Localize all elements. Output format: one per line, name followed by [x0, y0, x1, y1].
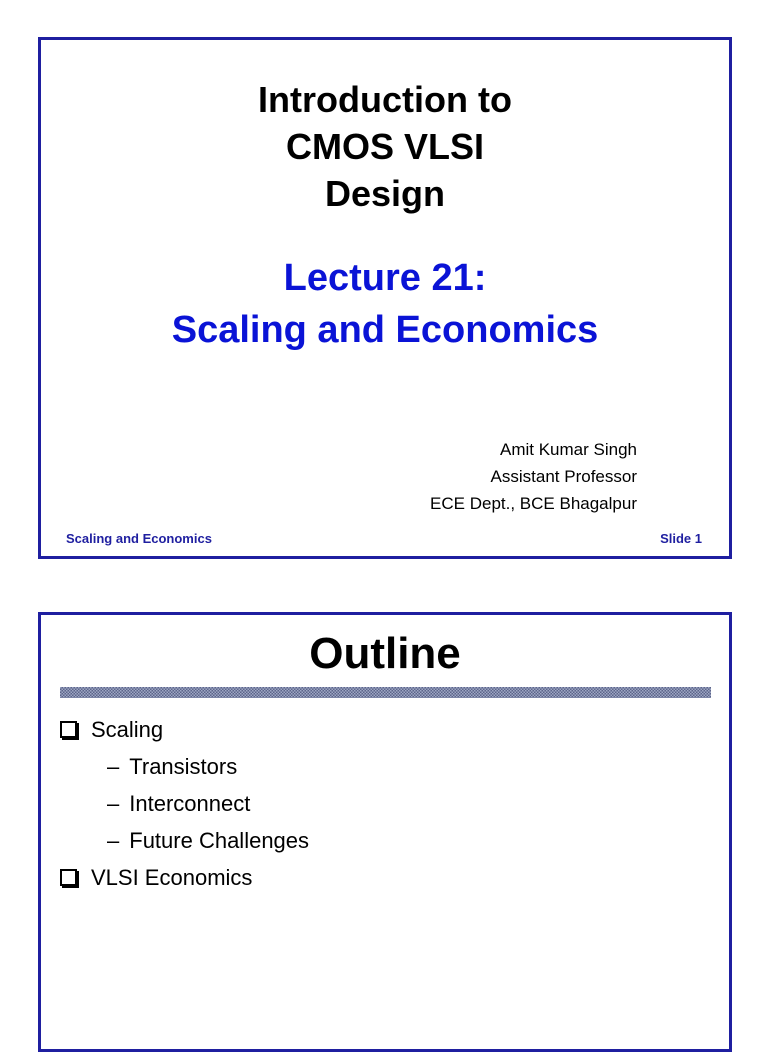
course-title-line: Introduction to — [258, 79, 512, 120]
list-item — [60, 822, 709, 859]
checkbox-bullet-icon — [60, 869, 77, 886]
lecture-title — [41, 252, 729, 356]
dash-bullet: – — [107, 790, 120, 816]
list-item-label: Interconnect — [129, 790, 251, 816]
author-position: Assistant Professor — [490, 467, 637, 486]
dash-bullet: – — [107, 753, 120, 779]
lecture-title-line: Lecture 21: — [283, 257, 487, 299]
list-item — [60, 859, 709, 896]
checkbox-bullet-icon — [60, 721, 77, 738]
course-title-line: CMOS VLSI — [285, 126, 485, 167]
slide-number: Slide 1 — [660, 531, 702, 546]
course-title-line: Design — [324, 173, 446, 214]
list-item-label: Scaling — [91, 716, 164, 742]
author-affiliation: ECE Dept., BCE Bhagalpur — [430, 494, 637, 513]
footer-title: Scaling and Economics — [66, 531, 212, 546]
list-item — [60, 711, 709, 748]
author-info — [430, 436, 637, 517]
list-item-label: Future Challenges — [129, 827, 310, 853]
outline-list — [60, 711, 709, 896]
dash-bullet: – — [107, 827, 120, 853]
outline-heading: Outline — [309, 629, 461, 678]
course-title — [41, 76, 729, 217]
outline-slide — [38, 612, 732, 1052]
author-name: Amit Kumar Singh — [500, 440, 637, 459]
list-item-label: VLSI Economics — [91, 864, 253, 890]
list-item-label: Transistors — [129, 753, 238, 779]
list-item — [60, 748, 709, 785]
lecture-title-line: Scaling and Economics — [171, 309, 599, 351]
title-slide — [38, 37, 732, 559]
heading-divider — [60, 687, 711, 698]
list-item — [60, 785, 709, 822]
